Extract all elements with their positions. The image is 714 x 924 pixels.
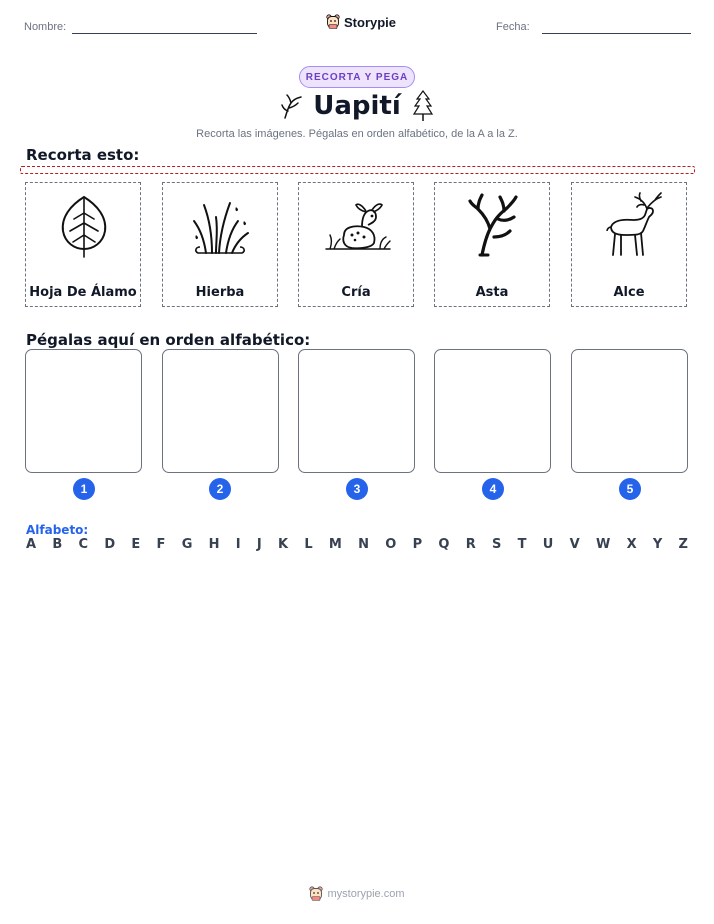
instructions: Recorta las imágenes. Pégalas en orden alfabético, de la A a la Z. <box>196 128 518 140</box>
cut-card-grass[interactable] <box>162 182 278 307</box>
activity-badge: RECORTA Y PEGA <box>299 66 415 88</box>
paste-box-3[interactable] <box>298 349 415 473</box>
alphabet-letter: J <box>256 537 262 552</box>
alphabet-letter: H <box>208 537 220 552</box>
brand-logo <box>326 14 396 30</box>
bear-icon <box>326 14 340 30</box>
cut-card-elk[interactable] <box>571 182 687 307</box>
tree-decor-icon <box>411 89 435 123</box>
alphabet-letter: K <box>278 537 289 552</box>
cut-card-antler[interactable] <box>434 182 550 307</box>
alphabet-letter: L <box>304 537 313 552</box>
cut-line <box>20 166 695 174</box>
alphabet-letter: T <box>517 537 527 552</box>
alphabet-letter: E <box>131 537 141 552</box>
paste-box-1[interactable] <box>25 349 142 473</box>
paste-box-5[interactable] <box>571 349 688 473</box>
alphabet-letter: B <box>52 537 63 552</box>
alphabet-letter: Y <box>652 537 663 552</box>
alphabet-row <box>26 537 688 552</box>
position-number-4: 4 <box>482 478 504 500</box>
name-label: Nombre: <box>24 21 67 33</box>
card-label: Hierba <box>195 285 245 300</box>
alphabet-letter: U <box>542 537 554 552</box>
alphabet-letter: R <box>465 537 476 552</box>
cut-card-fawn[interactable] <box>298 182 414 307</box>
footer <box>0 886 714 902</box>
paste-box-2[interactable] <box>162 349 279 473</box>
alphabet-letter: Z <box>678 537 688 552</box>
alphabet-letter: W <box>595 537 611 552</box>
antler-icon <box>458 191 528 261</box>
position-number-2: 2 <box>209 478 231 500</box>
alphabet-letter: P <box>412 537 423 552</box>
paste-box-4[interactable] <box>434 349 551 473</box>
alphabet-letter: G <box>181 537 193 552</box>
footer-url[interactable]: mystorypie.com <box>327 888 405 900</box>
alphabet-letter: A <box>26 537 37 552</box>
alphabet-heading: Alfabeto: <box>26 523 89 537</box>
alphabet-letter: O <box>385 537 397 552</box>
grass-icon <box>186 191 256 261</box>
fawn-icon <box>322 191 392 261</box>
elk-icon <box>595 191 665 261</box>
card-label: Asta <box>475 285 509 300</box>
alphabet-letter: I <box>235 537 241 552</box>
card-label: Alce <box>613 285 645 300</box>
name-line[interactable] <box>72 33 257 34</box>
page-title: Uapití <box>313 91 401 121</box>
bear-icon <box>309 886 323 902</box>
date-label: Fecha: <box>496 21 530 33</box>
alphabet-letter: X <box>626 537 637 552</box>
card-label: Hoja De Álamo <box>29 285 137 300</box>
paste-heading: Pégalas aquí en orden alfabético: <box>26 331 311 349</box>
alphabet-letter: N <box>358 537 370 552</box>
cut-card-aspen-leaf[interactable] <box>25 182 141 307</box>
cut-heading: Recorta esto: <box>26 146 140 164</box>
aspen-leaf-icon <box>49 191 119 261</box>
alphabet-letter: Q <box>438 537 450 552</box>
alphabet-letter: D <box>104 537 116 552</box>
alphabet-letter: M <box>328 537 342 552</box>
position-number-1: 1 <box>73 478 95 500</box>
position-number-5: 5 <box>619 478 641 500</box>
alphabet-letter: V <box>569 537 580 552</box>
alphabet-letter: F <box>156 537 166 552</box>
alphabet-letter: S <box>492 537 502 552</box>
card-label: Cría <box>341 285 371 300</box>
alphabet-letter: C <box>78 537 89 552</box>
brand-name: Storypie <box>344 14 397 30</box>
date-line[interactable] <box>542 33 691 34</box>
position-number-3: 3 <box>346 478 368 500</box>
